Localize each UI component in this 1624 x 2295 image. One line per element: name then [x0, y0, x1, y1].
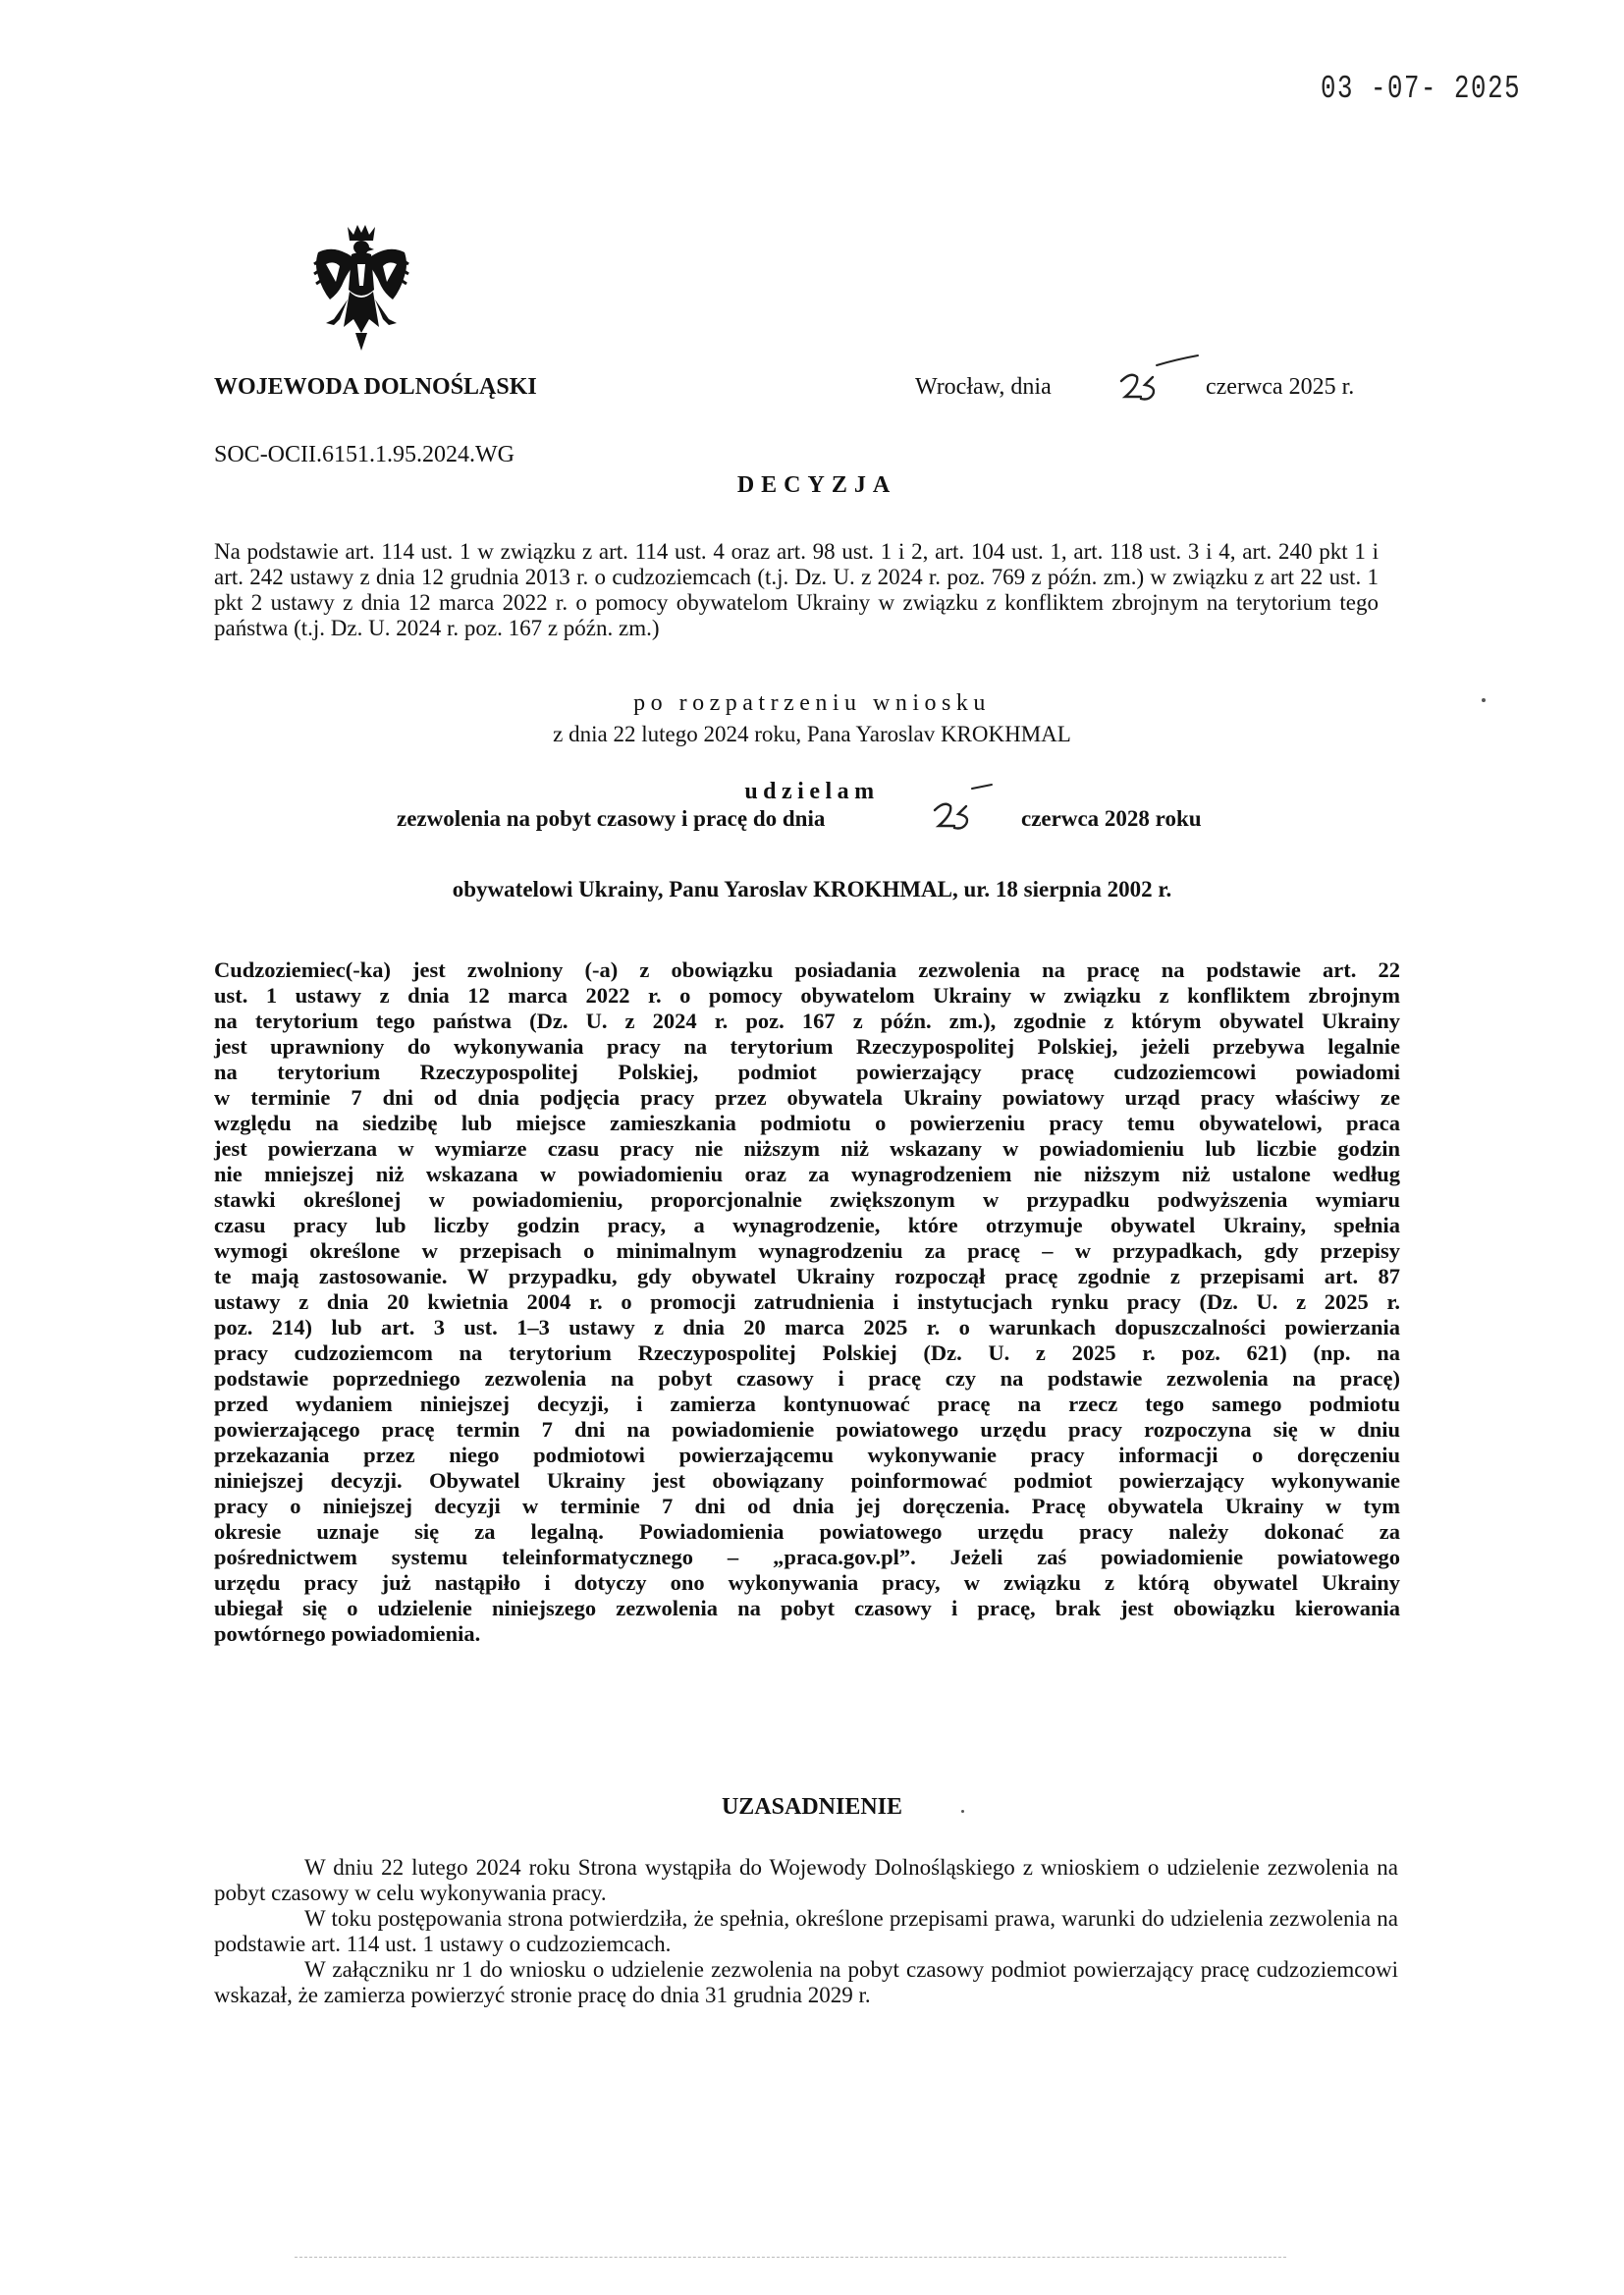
exemption-line: pośrednictwem systemu teleinformatycznego – „praca.gov.pl”. Jeżeli zaś powiadomienie powiatowego [214, 1545, 1400, 1569]
exemption-line: poz. 214) lub art. 3 ust. 1–3 ustawy z dnia 20 marca 2025 r. o warunkach dopuszczalności powierzania [214, 1315, 1400, 1339]
polish-eagle-emblem-icon [312, 221, 410, 356]
exemption-line: względu na siedzibę lub miejsce zamieszkania podmiotu o powierzeniu pracy temu obywatelowi, praca [214, 1111, 1400, 1135]
justification-paragraph: W załączniku nr 1 do wniosku o udzielenie zezwolenia na pobyt czasowy podmiot powierzający pracę cudzoziemcowi wskazał, że zamierza powierzyć stronie pracę do dnia 31 grudnia 2029 r. [214, 1957, 1398, 2007]
exemption-line: podstawie poprzedniego zezwolenia na pobyt czasowy i pracę czy na podstawie zezwolenia na pracę) [214, 1366, 1400, 1391]
exemption-line: powtórnego powiadomienia. [214, 1621, 481, 1646]
permit-description: zezwolenia na pobyt czasowy i pracę do dnia [397, 806, 826, 831]
exemption-line: te mają zastosowanie. W przypadku, gdy obywatel Ukrainy rozpoczął pracę zgodnie z przepisami art. 87 [214, 1264, 1400, 1288]
scan-speck [1482, 698, 1486, 702]
handwritten-day-signature [1108, 352, 1206, 409]
exemption-line: jest powierzana w wymiarze czasu pracy nie niższym niż wskazany w powiadomieniu lub liczbie godzin [214, 1136, 1400, 1161]
work-permit-exemption-paragraph [214, 957, 1400, 1647]
issuing-authority: WOJEWODA DOLNOŚLĄSKI [214, 374, 537, 400]
exemption-line: przekazania przez niego podmiotowi powierzającemu wykonywanie pracy informacji o doręczeniu [214, 1443, 1400, 1467]
permit-recipient: obywatelowi Ukrainy, Panu Yaroslav KROKHMAL, ur. 18 sierpnia 2002 r. [452, 877, 1172, 902]
received-date-stamp: 03 -07- 2025 [1321, 71, 1522, 107]
exemption-line: na terytorium Rzeczypospolitej Polskiej, podmiot powierzający pracę cudzoziemcowi powiadomi [214, 1060, 1400, 1084]
justification-heading: UZASADNIENIE [721, 1794, 903, 1820]
exemption-line: na terytorium tego państwa (Dz. U. z 2024 r. poz. 167 z późn. zm.), zgodnie z którym obywatel Ukrainy [214, 1009, 1400, 1033]
decision-month-year: czerwca 2025 r. [1206, 374, 1355, 400]
exemption-line: ustawy z dnia 20 kwietnia 2004 r. o promocji zatrudnienia i instytucjach rynku pracy (Dz. U. z 2025 r. [214, 1289, 1400, 1314]
exemption-line: powierzającego pracę termin 7 dni na powiadomienie powiatowego urzędu pracy rozpoczyna się w dniu [214, 1417, 1400, 1442]
exemption-line: czasu pracy lub liczby godzin pracy, a wynagrodzenie, które otrzymuje obywatel Ukrainy, spełnia [214, 1213, 1400, 1237]
exemption-line: niniejszej decyzji. Obywatel Ukrainy jest obowiązany poinformować podmiot powierzający wykonywanie [214, 1468, 1400, 1493]
exemption-line: wymogi określone w przepisach o minimalnym wynagrodzeniu za pracę – w przypadkach, gdy przepisy [214, 1238, 1400, 1263]
exemption-line: pracy o niniejszej decyzji w terminie 7 dni od dnia jej doręczenia. Pracę obywatela Ukrainy w tym [214, 1494, 1400, 1518]
exemption-line: przed wydaniem niniejszej decyzji, i zamierza kontynuować pracę na rzecz tego samego podmiotu [214, 1392, 1400, 1416]
exemption-line: Cudzoziemiec(-ka) jest zwolniony (-a) z obowiązku posiadania zezwolenia na pracę na podstawie art. 22 [214, 957, 1400, 982]
exemption-line: urzędu pracy już nastąpiło i dotyczy ono wykonywania pracy, w związku z którą obywatel Ukrainy [214, 1570, 1400, 1595]
legal-basis-paragraph: Na podstawie art. 114 ust. 1 w związku z art. 114 ust. 4 oraz art. 98 ust. 1 i 2, art. 104 ust. 1, art. 118 ust. 3 i 4, art. 240 pkt 1 i art. 242 ustawy z dnia 12 grudnia 2013 r. o cudzoziemcach (t.j. Dz. U. z 2024 r. poz. 769 z późn. zm.) w związku z art 22 ust. 1 pkt 2 ustawy z dnia 12 marca 2022 r. o pomocy obywatelom Ukrainy w związku z konfliktem zbrojnym na terytorium tego państwa (t.j. Dz. U. 2024 r. poz. 167 z późn. zm.) [214, 539, 1379, 640]
case-reference-number: SOC-OCII.6151.1.95.2024.WG [214, 442, 514, 467]
exemption-line: w terminie 7 dni od dnia podjęcia pracy przez obywatela Ukrainy powiatowy urząd pracy właściwy ze [214, 1085, 1400, 1110]
exemption-line: ubiegał się o udzielenie niniejszego zezwolenia na pobyt czasowy i pracę, brak jest obowiązku kierowania [214, 1596, 1400, 1620]
grant-heading: udzielam [744, 779, 880, 804]
permit-expiry: czerwca 2028 roku [1021, 806, 1202, 831]
considering-heading: po rozpatrzeniu wniosku [633, 690, 991, 716]
justification-paragraph: W dniu 22 lutego 2024 roku Strona wystąpiła do Wojewody Dolnośląskiego z wnioskiem o udzielenie zezwolenia na pobyt czasowy w celu wykonywania pracy. [214, 1855, 1398, 1905]
exemption-line: pracy cudzoziemcom na terytorium Rzeczypospolitej Polskiej (Dz. U. z 2025 r. poz. 621) (np. na [214, 1340, 1400, 1365]
justification-paragraph: W toku postępowania strona potwierdziła, że spełnia, określone przepisami prawa, warunki do udzielenia zezwolenia na podstawie art. 114 ust. 1 ustawy o cudzoziemcach. [214, 1906, 1398, 1956]
application-detail: z dnia 22 lutego 2024 roku, Pana Yaroslav KROKHMAL [553, 722, 1071, 746]
document-title: DECYZJA [736, 472, 897, 498]
place-and-date-prefix: Wrocław, dnia [915, 374, 1052, 400]
justification-body [214, 1855, 1398, 2008]
exemption-line: okresie uznaje się za legalną. Powiadomienia powiatowego urzędu pracy należy dokonać za [214, 1519, 1400, 1544]
handwritten-expiry-day-signature [923, 781, 1001, 842]
exemption-line: nie mniejszej niż wskazana w powiadomieniu oraz za wynagrodzeniem nie niższym niż ustalone według [214, 1162, 1400, 1186]
scan-speck [961, 1810, 964, 1813]
bottom-scan-line [295, 2257, 1286, 2258]
exemption-line: ust. 1 ustawy z dnia 12 marca 2022 r. o pomocy obywatelom Ukrainy w związku z konfliktem zbrojnym [214, 983, 1400, 1008]
exemption-line: jest uprawniony do wykonywania pracy na terytorium Rzeczypospolitej Polskiej, jeżeli przebywa legalnie [214, 1034, 1400, 1059]
exemption-line: stawki określonej w powiadomieniu, proporcjonalnie zwiększonym w przypadku podwyższenia wymiaru [214, 1187, 1400, 1212]
